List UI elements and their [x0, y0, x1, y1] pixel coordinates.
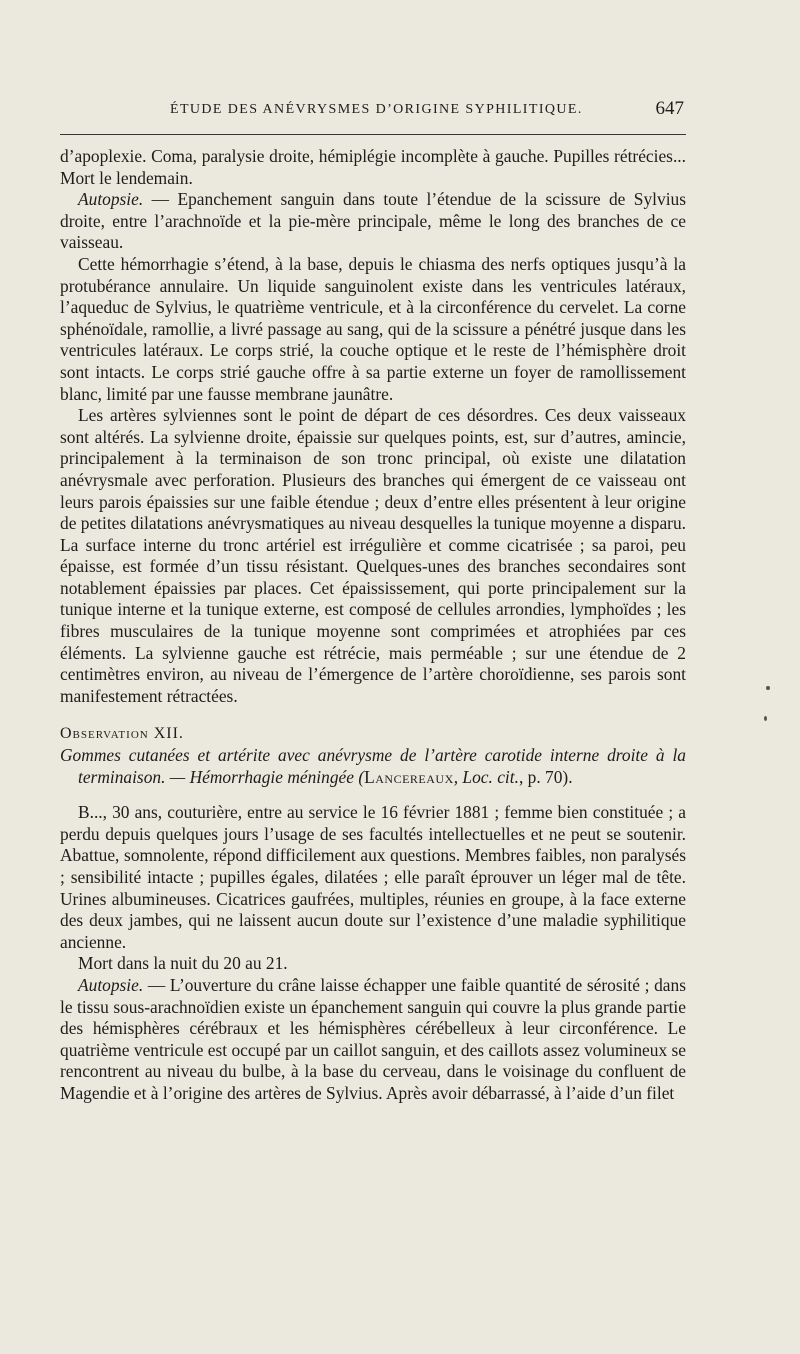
paragraph — [60, 189, 686, 254]
subtitle-page: , p. 70). — [518, 766, 573, 787]
paragraph: Les artères sylviennes sont le point de départ de ces désordres. Ces deux vaisseaux sont altérés. La sylvienne droite, épaissie sur quelques points, est, sur d’autres, amincie, principalement à la terminaison de son tronc principal, où existe une dilatation anévrysmale avec perforation. Plusieurs des branches qui émergent de ce vaisseau ont leurs parois épaissies sur une faible étendue ; deux d’entre elles présentent à leur origine de petites dilatations anévrysmatiques au niveau desquelles la tunique moyenne a disparu. La surface interne du tronc artériel est irrégulière et comme cicatrisée ; sa paroi, peu épaisse, est formée d’un tissu résistant. Quelques-unes des branches secondaires sont notablement épaissies par places. Cet épaississement, qui porte principalement sur la tunique interne et la tunique externe, est composé de cellules arrondies, lymphoïdes ; les fibres musculaires de la tunique moyenne sont comprimées et atrophiées par ces éléments. La sylvienne gauche est rétrécie, mais perméable ; sur une étendue de 2 centimètres environ, au niveau de l’émergence de l’artère choroïdienne, ses parois sont manifestement rétractées. — [60, 405, 686, 706]
observation-heading: Observation XII. — [60, 725, 184, 743]
section-lead: Autopsie. — [78, 189, 144, 210]
running-head — [60, 96, 686, 126]
subtitle-text: Gommes cutanées et artérite avec anévrysme de l’artère carotide interne droite à la terminaison. — Hémorrhagie méningée ( — [60, 745, 686, 787]
body-text — [60, 146, 686, 1105]
header-rule — [60, 134, 686, 135]
spacer — [60, 707, 686, 723]
subtitle-author: Lancereaux — [364, 766, 454, 787]
running-title: ÉTUDE DES ANÉVRYSMES D’ORIGINE SYPHILITIQUE. — [170, 102, 583, 117]
paragraph: Cette hémorrhagie s’étend, à la base, depuis le chiasma des nerfs optiques jusqu’à la protubérance annulaire. Un liquide sanguinolent existe dans les ventricules latéraux, l’aqueduc de Sylvius, le quatrième ventricule, et à la circonférence du cervelet. La corne sphénoïdale, ramollie, a livré passage au sang, qui de la scissure a pénétré jusque dans les ventricules latéraux. Le corps strié, la couche optique et le reste de l’hémisphère droit sont intacts. Le corps strié gauche offre à sa partie externe un foyer de ramollissement blanc, limité par une fausse membrane jaunâtre. — [60, 253, 686, 404]
section-lead: Autopsie. — [78, 974, 144, 995]
paragraph: B..., 30 ans, couturière, entre au service le 16 février 1881 ; femme bien constituée ; a perdu depuis quelques jours l’usage de ses facultés intellectuelles et ne peut se soutenir. Abattue, somnolente, répond difficilement aux questions. Membres faibles, non paralysés ; sensibilité intacte ; pupilles égales, dilatées ; elle paraît éprouver un léger mal de tête. Urines albumineuses. Cicatrices gaufrées, multiples, réunies en groupe, à la face externe des deux jambes, qui ne laissent aucun doute sur l’existence d’une maladie syphilitique ancienne. — [60, 802, 686, 952]
margin-speck — [766, 686, 770, 690]
margin-speck — [764, 716, 767, 721]
paragraph — [60, 975, 686, 1105]
paragraph-text: — Epanchement sanguin dans toute l’étendue de la scissure de Sylvius droite, entre l’arachnoïde et la pie-mère principale, même le long des branches de ce vaisseau. — [60, 189, 686, 253]
paragraph-text: — L’ouverture du crâne laisse échapper une faible quantité de sérosité ; dans le tissu sous-arachnoïdien existe un épanchement sanguin qui couvre la plus grande partie des hémisphères cérébraux et les hémisphères cérébelleux à leur circonférence. Le quatrième ventricule est occupé par un caillot sanguin, et des caillots assez volumineux se rencontrent au niveau du bulbe, à la base du cerveau, dans le voisinage du confluent de Magendie et à l’origine des artères de Sylvius. Après avoir débarrassé, à l’aide d’un filet — [60, 974, 686, 1103]
observation-subtitle — [60, 745, 686, 788]
paragraph: d’apoplexie. Coma, paralysie droite, hémiplégie incomplète à gauche. Pupilles rétrécies... Mort le lendemain. — [60, 146, 686, 188]
page-number: 647 — [655, 98, 684, 119]
paragraph: Mort dans la nuit du 20 au 21. — [78, 953, 288, 974]
subtitle-source: , Loc. cit. — [453, 766, 519, 787]
